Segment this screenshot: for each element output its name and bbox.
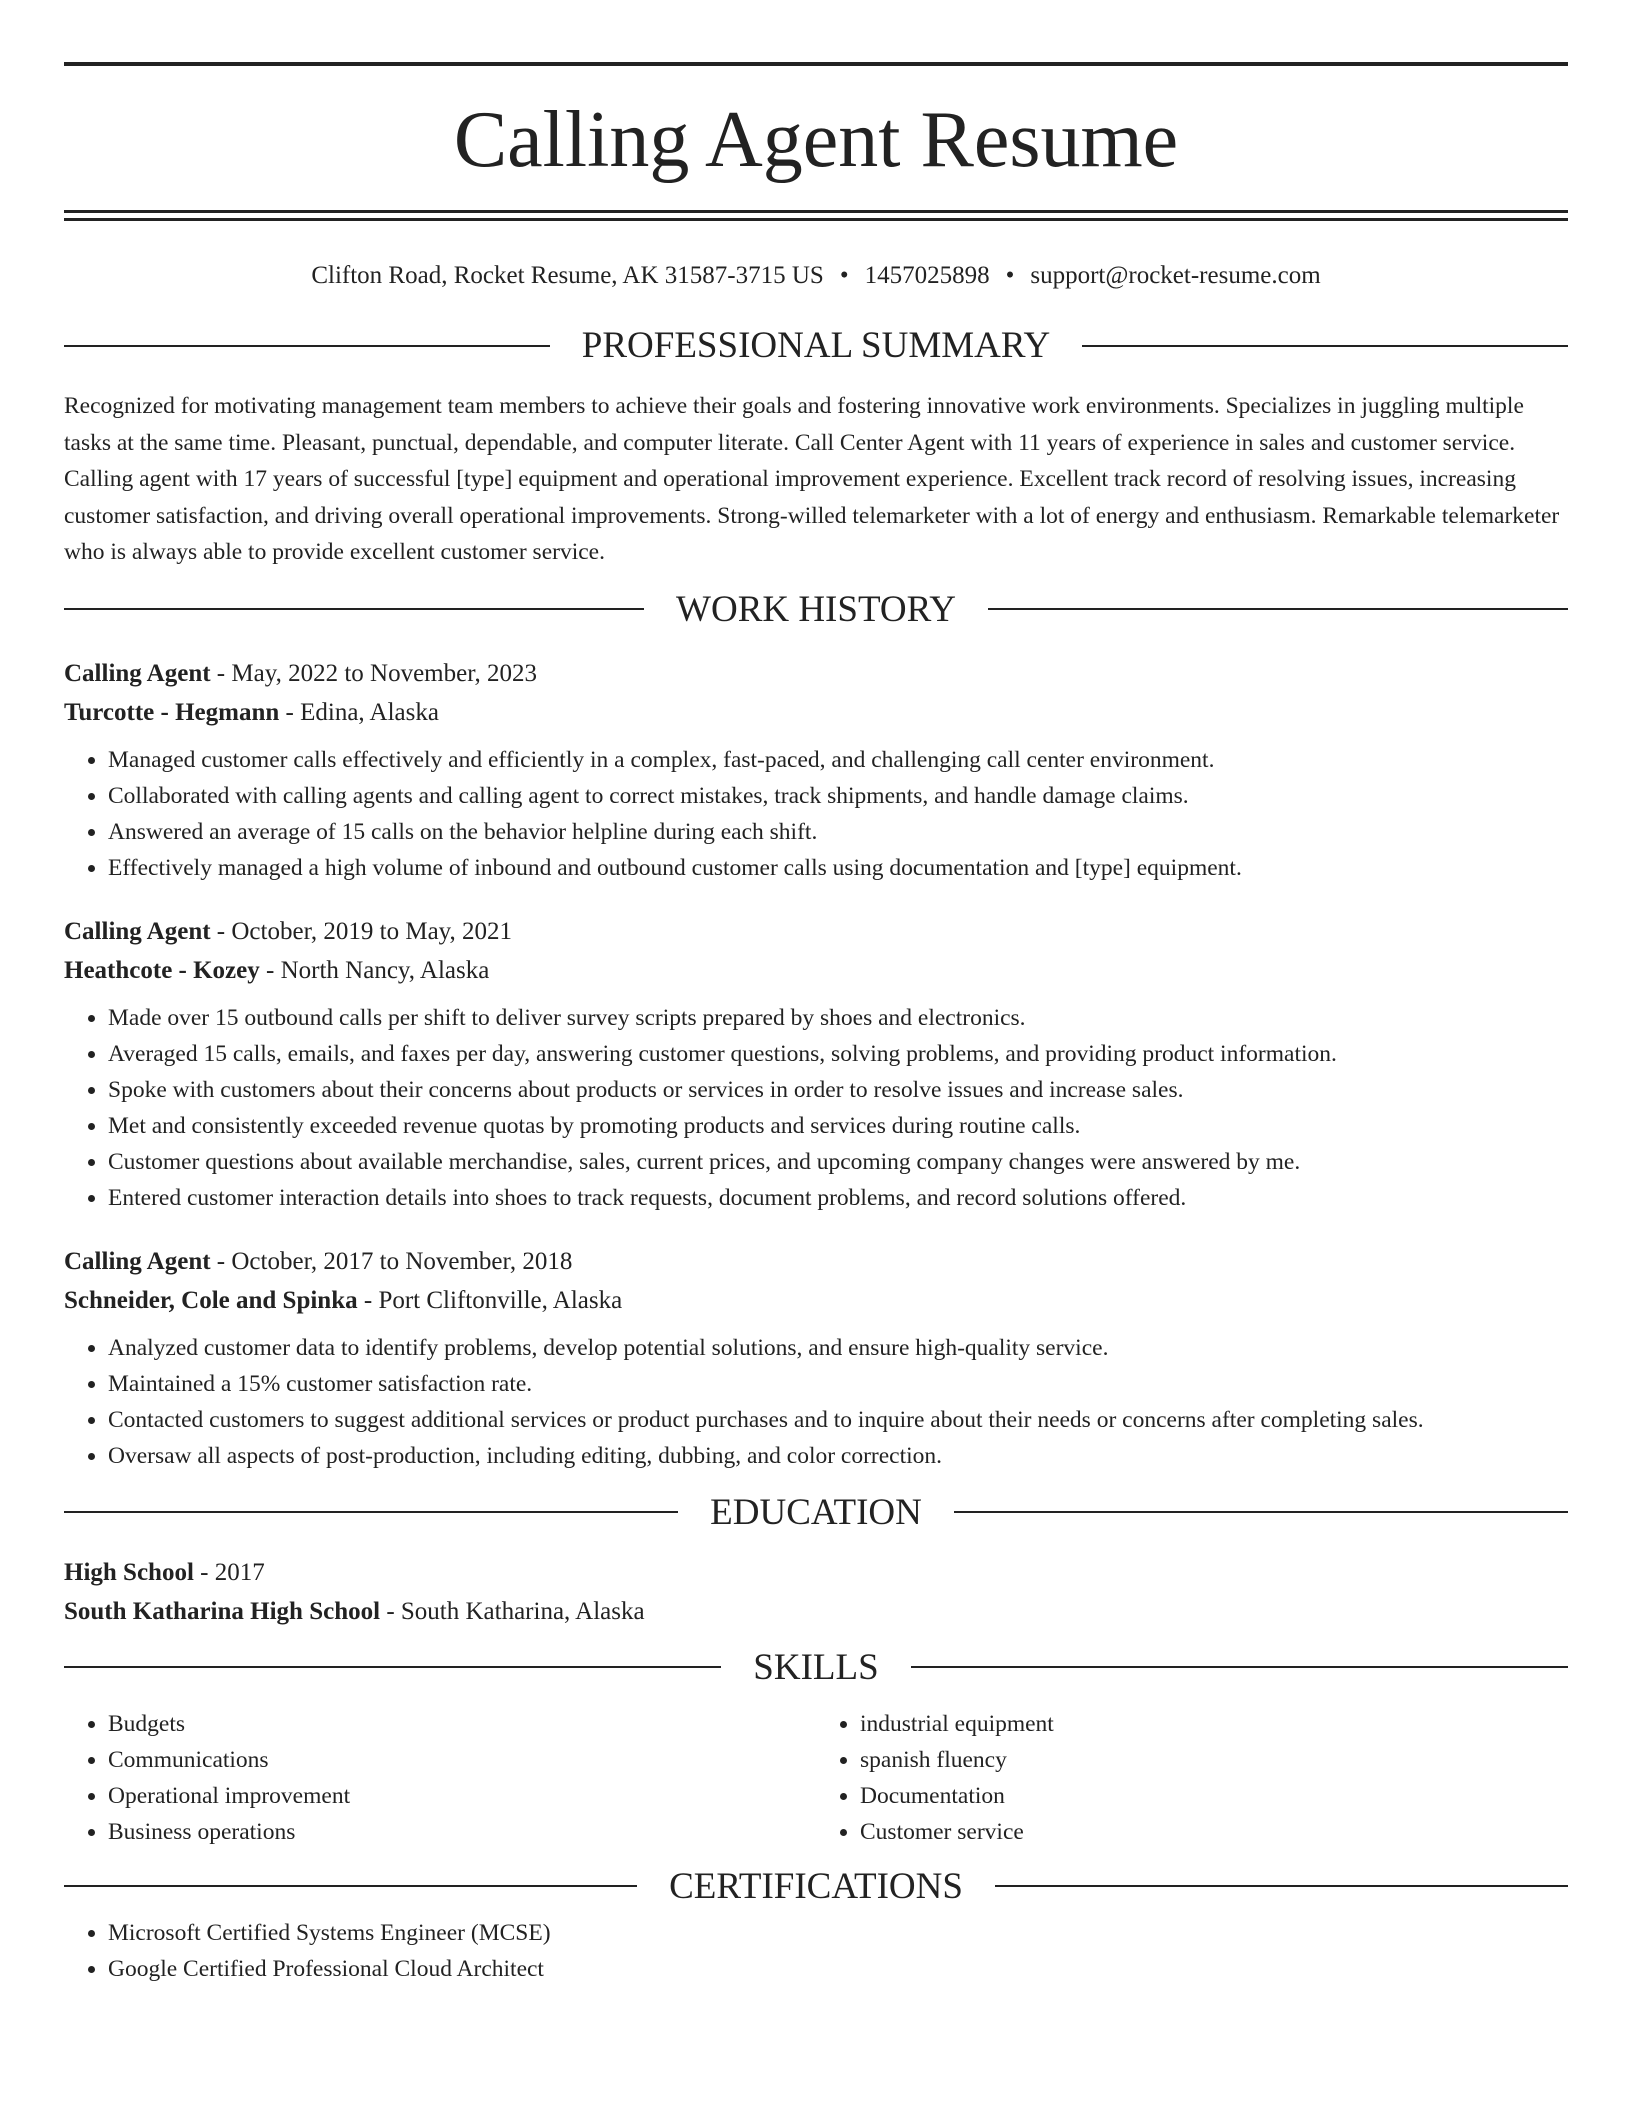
summary-text: Recognized for motivating management team members to achieve their goals and fostering innovative work environments. Specializes in juggling multiple tasks at the same time. Pleasant, punctual, dependable, and computer literate. Call Center Agent with 11 years of experience in sales and customer service. Calling agent with 17 years of successful [type] equipment and operational improvement experience. Excellent track record of resolving issues, increasing customer satisfaction, and driving overall operational improvements. Strong-willed telemarketer with a lot of energy and enthusiasm. Remarkable telemarketer who is always able to provide excellent customer service. [64, 393, 1560, 565]
certification-item: • Microsoft Certified Systems Engineer (MCSE) [108, 1915, 1568, 1951]
list-item: • Entered customer interaction details into shoes to track requests, document problems, and record solutions offered. [108, 1180, 1568, 1216]
education-degree: High School [64, 1558, 194, 1586]
skill-item: • Communications [108, 1742, 816, 1778]
job-title-line [64, 654, 1568, 693]
job-location: - North Nancy, Alaska [259, 956, 490, 984]
job-title-line [64, 912, 1568, 951]
skill-item: • Customer service [860, 1814, 1568, 1850]
job-dates: - October, 2017 to November, 2018 [210, 1247, 573, 1275]
section-header-education [64, 1491, 1568, 1533]
skill-item: • industrial equipment [860, 1706, 1568, 1742]
section-header-skills [64, 1646, 1568, 1688]
skills-column-left [64, 1706, 816, 1850]
list-item: • Managed customer calls effectively and efficiently in a complex, fast-paced, and challenging call center environment. [108, 742, 1568, 778]
divider-line [988, 608, 1568, 610]
job-bullets [64, 742, 1568, 886]
certification-item: • Google Certified Professional Cloud Architect [108, 1951, 1568, 1987]
section-title-work: WORK HISTORY [676, 588, 956, 630]
job-dates: - May, 2022 to November, 2023 [210, 659, 538, 687]
skills-column-right [816, 1706, 1568, 1850]
education-year: - 2017 [193, 1558, 265, 1586]
skill-item: • Operational improvement [108, 1778, 816, 1814]
list-item: • Collaborated with calling agents and calling agent to correct mistakes, track shipments, and handle damage claims. [108, 778, 1568, 814]
section-title-skills: SKILLS [753, 1646, 879, 1688]
list-item: • Analyzed customer data to identify problems, develop potential solutions, and ensure high-quality service. [108, 1330, 1568, 1366]
list-item: • Spoke with customers about their concerns about products or services in order to resolve issues and increase sales. [108, 1072, 1568, 1108]
list-item: • Made over 15 outbound calls per shift to deliver survey scripts prepared by shoes and electronics. [108, 1000, 1568, 1036]
divider-line [64, 1885, 637, 1887]
skill-item: • Budgets [108, 1706, 816, 1742]
education-degree-line [64, 1553, 1568, 1592]
education-school-line [64, 1592, 1568, 1631]
job-dates: - October, 2019 to May, 2021 [210, 917, 513, 945]
job-company-line [64, 693, 1568, 732]
title-double-rule [64, 210, 1568, 221]
list-item: • Effectively managed a high volume of inbound and outbound customer calls using documentation and [type] equipment. [108, 850, 1568, 886]
divider-line [64, 1666, 721, 1668]
section-title-certifications: CERTIFICATIONS [669, 1865, 963, 1907]
list-item: • Maintained a 15% customer satisfaction rate. [108, 1366, 1568, 1402]
skills-grid [64, 1706, 1568, 1850]
skill-item: • Business operations [108, 1814, 816, 1850]
list-item: • Oversaw all aspects of post-production, including editing, dubbing, and color correction. [108, 1438, 1568, 1474]
list-item: • Averaged 15 calls, emails, and faxes per day, answering customer questions, solving problems, and providing product information. [108, 1036, 1568, 1072]
certifications-list [64, 1915, 1568, 1987]
job-entry [64, 1242, 1568, 1474]
section-title-education: EDUCATION [710, 1491, 922, 1533]
contact-email: support@rocket-resume.com [1030, 262, 1321, 289]
divider-line [64, 1511, 678, 1513]
education-location: - South Katharina, Alaska [380, 1597, 645, 1625]
job-company: Turcotte - Hegmann [64, 698, 280, 726]
job-entry [64, 912, 1568, 1216]
divider-line [1082, 345, 1568, 347]
job-bullets [64, 1330, 1568, 1474]
divider-line [911, 1666, 1568, 1668]
divider-line [64, 345, 550, 347]
contact-separator: • [1005, 262, 1015, 289]
contact-line [64, 261, 1568, 291]
top-rule [64, 62, 1568, 66]
skill-item: • spanish fluency [860, 1742, 1568, 1778]
job-role: Calling Agent [64, 659, 211, 687]
divider-line [995, 1885, 1568, 1887]
job-company: Heathcote - Kozey [64, 956, 260, 984]
job-company-line [64, 951, 1568, 990]
contact-separator: • [839, 262, 849, 289]
education-entry [64, 1553, 1568, 1631]
job-role: Calling Agent [64, 917, 211, 945]
job-title-line [64, 1242, 1568, 1281]
job-company: Schneider, Cole and Spinka [64, 1286, 358, 1314]
job-entry [64, 654, 1568, 886]
resume-title: Calling Agent Resume [453, 96, 1179, 184]
section-header-summary [64, 327, 1568, 364]
job-location: - Edina, Alaska [279, 698, 439, 726]
section-header-certifications [64, 1865, 1568, 1907]
list-item: • Answered an average of 15 calls on the behavior helpline during each shift. [108, 814, 1568, 850]
job-role: Calling Agent [64, 1247, 211, 1275]
job-company-line [64, 1281, 1568, 1320]
list-item: • Met and consistently exceeded revenue quotas by promoting products and services during routine calls. [108, 1108, 1568, 1144]
skill-item: • Documentation [860, 1778, 1568, 1814]
contact-address: Clifton Road, Rocket Resume, AK 31587-3715 US [311, 262, 824, 289]
divider-line [954, 1511, 1568, 1513]
education-school: South Katharina High School [64, 1597, 381, 1625]
section-title-summary: PROFESSIONAL SUMMARY [581, 325, 1051, 366]
list-item: • Customer questions about available merchandise, sales, current prices, and upcoming company changes were answered by me. [108, 1144, 1568, 1180]
contact-phone: 1457025898 [864, 262, 990, 289]
section-header-work [64, 588, 1568, 630]
divider-line [64, 608, 644, 610]
job-location: - Port Cliftonville, Alaska [357, 1286, 623, 1314]
list-item: • Contacted customers to suggest additional services or product purchases and to inquire about their needs or concerns after completing sales. [108, 1402, 1568, 1438]
job-bullets [64, 1000, 1568, 1216]
